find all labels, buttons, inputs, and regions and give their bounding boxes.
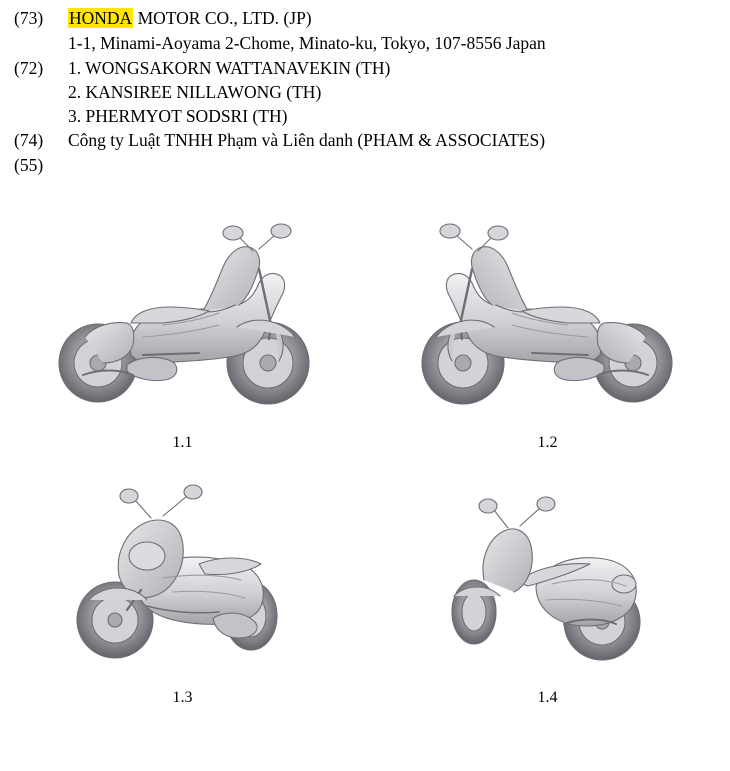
applicant-address: 1-1, Minami-Aoyama 2-Chome, Minato-ku, Tokyo, 107-8556 Japan	[68, 33, 546, 53]
biblio-code-72: (72)	[14, 58, 44, 78]
figure-cell-1-3	[0, 460, 365, 715]
figure-image-1-2	[388, 205, 708, 430]
biblio-row-73	[0, 6, 730, 56]
figure-caption-1-3: 1.3	[172, 689, 193, 706]
figure-cell-1-4	[365, 460, 730, 715]
scooter-drawing-three-quarter-rear-right	[388, 460, 708, 685]
figure-caption-1-1: 1.1	[172, 434, 193, 451]
biblio-code-74: (74)	[14, 130, 44, 150]
biblio-row-55	[0, 153, 730, 178]
figure-cell-1-2	[365, 205, 730, 460]
figures-block	[0, 205, 730, 715]
biblio-code-73: (73)	[14, 8, 44, 28]
applicant-name-rest: MOTOR CO., LTD. (JP)	[133, 8, 312, 28]
figure-caption-1-4: 1.4	[537, 689, 558, 706]
scooter-drawing-side-right	[388, 205, 708, 430]
applicant-name-highlight: HONDA	[69, 8, 133, 28]
biblio-body-74	[68, 128, 730, 153]
bibliographic-block	[0, 0, 730, 178]
biblio-row-72	[0, 56, 730, 128]
figure-cell-1-1	[0, 205, 365, 460]
figure-row-1	[0, 205, 730, 460]
inventor-2: 2. KANSIREE NILLAWONG (TH)	[68, 82, 322, 102]
figure-image-1-1	[23, 205, 343, 430]
biblio-body-73	[68, 6, 730, 56]
figure-caption-1-2: 1.2	[537, 434, 558, 451]
biblio-row-74	[0, 128, 730, 153]
biblio-code-55: (55)	[14, 155, 44, 175]
applicant-name	[68, 6, 730, 31]
representative-name: Công ty Luật TNHH Phạm và Liên danh (PHAM & ASSOCIATES)	[68, 130, 546, 150]
figure-row-2	[0, 460, 730, 715]
figure-image-1-4	[388, 460, 708, 685]
scooter-drawing-three-quarter-front-left	[23, 460, 343, 685]
inventor-3: 3. PHERMYOT SODSRI (TH)	[68, 106, 288, 126]
figure-image-1-3	[23, 460, 343, 685]
inventor-1: 1. WONGSAKORN WATTANAVEKIN (TH)	[68, 58, 391, 78]
scooter-drawing-side-left	[23, 205, 343, 430]
biblio-body-72	[68, 56, 730, 128]
